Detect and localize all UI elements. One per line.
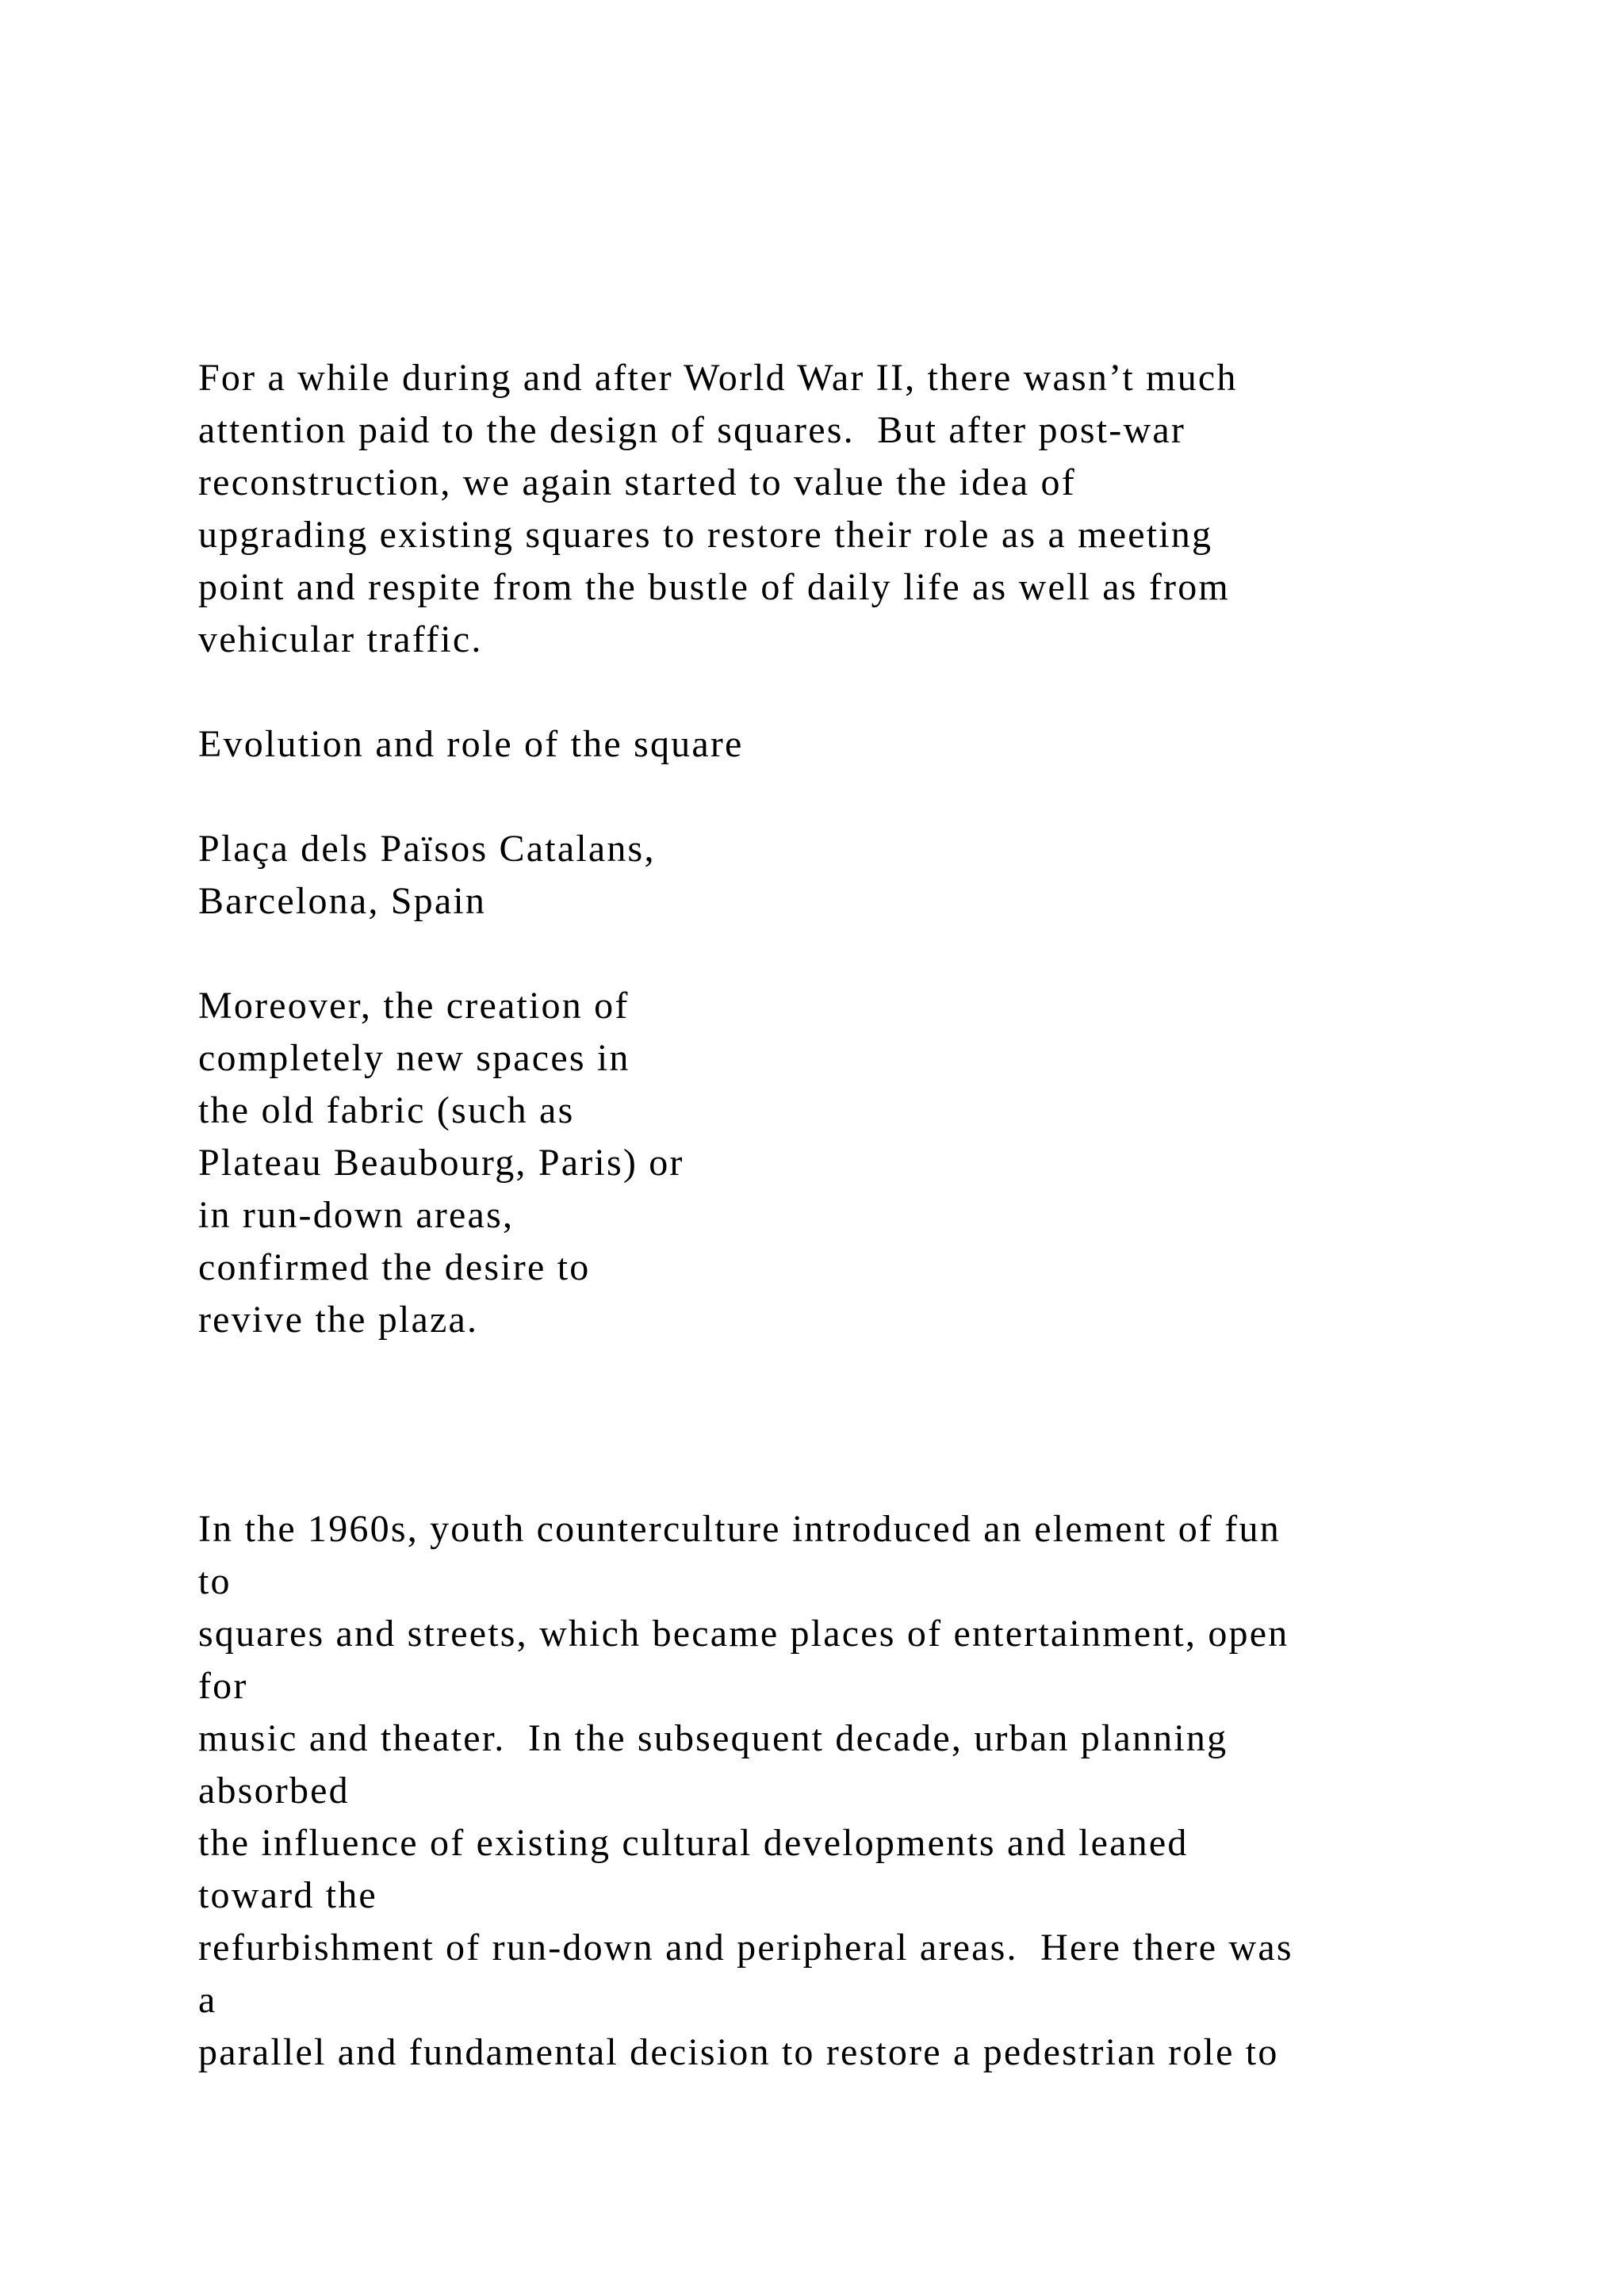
paragraph-2-line: revive the plaza. [198,1299,479,1341]
paragraph-3-line: the influence of existing cultural developments and leaned [198,1822,1189,1864]
paragraph-3-line: a [198,1979,217,2021]
paragraph-1-line: vehicular traffic. [198,618,483,660]
paragraph-3-line: absorbed [198,1770,350,1812]
paragraph-3-line: music and theater. In the subsequent decade, urban planning [198,1717,1228,1759]
paragraph-2-line: confirmed the desire to [198,1246,591,1288]
paragraph-2-line: Plateau Beaubourg, Paris) or [198,1142,684,1184]
paragraph-2-line: the old fabric (such as [198,1089,575,1131]
paragraph-3-line: squares and streets, which became places of entertainment, open [198,1613,1289,1655]
paragraph-2-line: in run-down areas, [198,1194,515,1236]
paragraph-3-line: refurbishment of run-down and peripheral areas. Here there was [198,1927,1293,1969]
paragraph-1-line: reconstruction, we again started to value the idea of [198,461,1076,503]
paragraph-2-line: completely new spaces in [198,1037,630,1079]
paragraph-3-line: for [198,1665,248,1707]
paragraph-3-line: In the 1960s, youth counterculture introduced an element of fun [198,1508,1281,1550]
paragraph-3-line: parallel and fundamental decision to restore a pedestrian role to [198,2031,1279,2073]
paragraph-1-line: attention paid to the design of squares. But after post-war [198,409,1186,451]
image-caption-line: Barcelona, Spain [198,880,487,922]
paragraph-3-line: to [198,1560,232,1602]
paragraph-3-line: toward the [198,1874,377,1916]
image-caption-line: Plaça dels Països Catalans, [198,828,656,870]
paragraph-1-line: For a while during and after World War II, there wasn’t much [198,357,1238,399]
paragraph-1-line: upgrading existing squares to restore their role as a meeting [198,514,1213,556]
paragraph-2-line: Moreover, the creation of [198,985,630,1027]
section-heading: Evolution and role of the square [198,723,744,765]
paragraph-1-line: point and respite from the bustle of daily life as well as from [198,566,1230,608]
